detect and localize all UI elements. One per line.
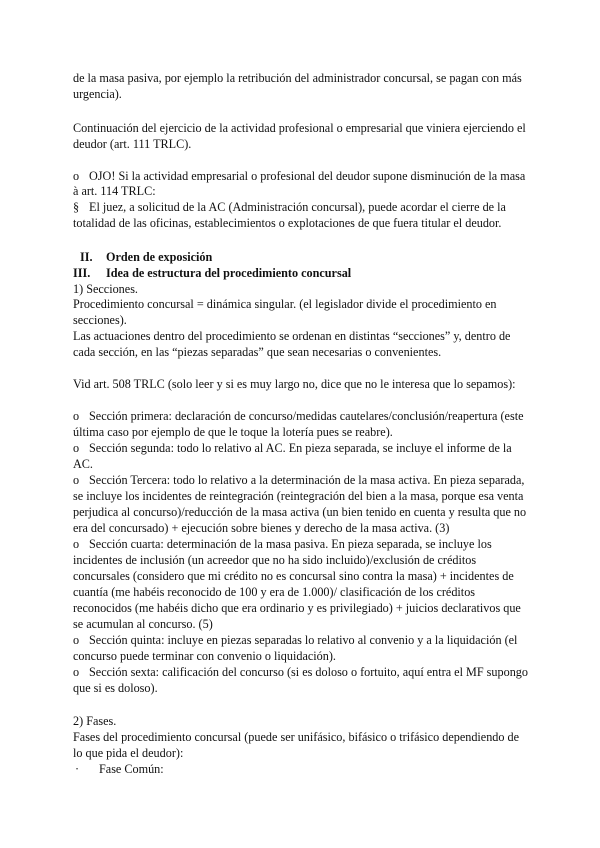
heading-number: II.	[80, 250, 93, 264]
text-line: concurso puede terminar con convenio o liquidación).	[73, 649, 336, 663]
list-item	[73, 664, 528, 680]
list-item	[73, 632, 517, 648]
text-line: que si es doloso).	[73, 681, 158, 695]
text-line: urgencia).	[73, 87, 122, 101]
text-line: OJO! Si la actividad empresarial o profesional del deudor supone disminución de la masa	[89, 169, 526, 183]
list-item	[73, 408, 523, 424]
text-line: se acumulan al concurso. (5)	[73, 617, 213, 631]
text-line: última caso por ejemplo de que le toque la lotería pues se reabre).	[73, 425, 393, 439]
bullet-marker: o	[73, 665, 80, 679]
text-line: Sección primera: declaración de concurso/medidas cautelares/conclusión/reapertura (este	[89, 409, 524, 423]
list-item	[75, 761, 164, 777]
bullet-marker: o	[73, 441, 80, 455]
text-line: Sección Tercera: todo lo relativo a la determinación de la masa activa. En pieza separada,	[89, 473, 525, 487]
heading-ii	[80, 249, 212, 265]
text-line: Sección sexta: calificación del concurso (si es doloso o fortuito, aquí entra el MF supongo	[89, 665, 528, 679]
text-line: cuantía (me habéis reconocido de 100 y era de 1.000)/ clasificación de los créditos	[73, 585, 476, 599]
bullet-marker: o	[73, 169, 80, 183]
text-line: Sección segunda: todo lo relativo al AC. En pieza separada, se incluye el informe de la	[89, 441, 512, 455]
heading-iii	[73, 265, 351, 281]
text-line: cada sección, en las “piezas separadas” que sean necesarias o convenientes.	[73, 345, 442, 359]
text-line: Las actuaciones dentro del procedimiento se ordenan en distintas “secciones” y, dentro de	[73, 329, 511, 343]
section-marker: §	[73, 200, 80, 214]
text-line: lo que pida el deudor):	[73, 746, 184, 760]
bullet-marker: o	[73, 409, 80, 423]
text-line: deudor (art. 111 TRLC).	[73, 137, 192, 151]
text-line: de la masa pasiva, por ejemplo la retribución del administrador concursal, se pagan con más	[73, 71, 522, 85]
list-item	[73, 536, 492, 552]
list-item	[73, 440, 512, 456]
section-title: 2) Fases.	[73, 714, 117, 728]
text-line: Sección quinta: incluye en piezas separadas lo relativo al convenio y a la liquidación (el	[89, 633, 518, 647]
text-line: concursales (considero que mi crédito no es concursal sino contra la masa) + incidentes de	[73, 569, 514, 583]
text-line: perjudica al concurso)/reducción de la masa activa (un bien tenido en cuenta y resulta que no	[73, 505, 527, 519]
text-line: totalidad de las oficinas, establecimientos o explotaciones de que fuera titular el deudor.	[73, 216, 502, 230]
text-line: se incluye los incidentes de reintegración (reintegración del bien a la masa, porque esa venta	[73, 489, 524, 503]
text-line: Fase Común:	[99, 762, 164, 776]
list-item	[73, 168, 525, 184]
text-line: El juez, a solicitud de la AC (Administración concursal), puede acordar el cierre de la	[89, 200, 506, 214]
list-item	[73, 472, 524, 488]
text-line: reconocidos (me habéis dicho que era ordinario y es privilegiado) + juicios declarativos que	[73, 601, 521, 615]
text-line: Procedimiento concursal = dinámica singular. (el legislador divide el procedimiento en	[73, 297, 497, 311]
text-line: incidentes de inclusión (un acreedor que no ha sido incluido)/exclusión de créditos	[73, 553, 477, 567]
list-item	[73, 199, 506, 215]
text-line: era del concursado) + ejecución sobre bienes y derecho de la masa activa. (3)	[73, 521, 450, 535]
text-line: à art. 114 TRLC:	[73, 184, 156, 198]
bullet-marker: ·	[75, 762, 80, 776]
bullet-marker: o	[73, 633, 80, 647]
text-line: Continuación del ejercicio de la actividad profesional o empresarial que viniera ejerciendo el	[73, 121, 526, 135]
text-line: Vid art. 508 TRLC (solo leer y si es muy largo no, dice que no le interesa que lo sepamos):	[73, 377, 516, 391]
text-line: Fases del procedimiento concursal (puede ser unifásico, bifásico o trifásico dependiendo de	[73, 730, 520, 744]
bullet-marker: o	[73, 537, 80, 551]
text-line: secciones).	[73, 313, 127, 327]
text-line: AC.	[73, 457, 93, 471]
section-title: 1) Secciones.	[73, 282, 138, 296]
heading-text: Orden de exposición	[106, 250, 213, 264]
heading-text: Idea de estructura del procedimiento concursal	[106, 266, 352, 280]
bullet-marker: o	[73, 473, 80, 487]
text-line: Sección cuarta: determinación de la masa pasiva. En pieza separada, se incluye los	[89, 537, 492, 551]
heading-number: III.	[73, 266, 91, 280]
